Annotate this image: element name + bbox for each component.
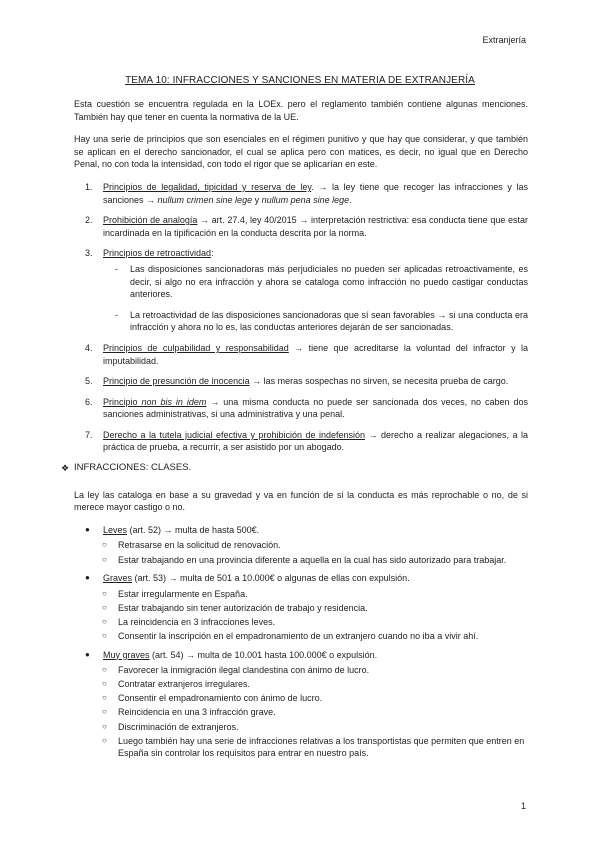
principle-name: Principios de legalidad, tipicidad y reserva de ley [103, 181, 312, 192]
example-text: Estar irregularmente en España. [118, 588, 248, 599]
hollow-circle-bullet-icon: ○ [102, 602, 107, 612]
principle-number: 2. [85, 215, 93, 226]
retroactivity-sublist [103, 263, 528, 334]
principle-name-text: Principio [103, 396, 142, 407]
principle-item-7 [74, 429, 528, 454]
infraction-level-graves [74, 572, 528, 642]
hollow-circle-bullet-icon: ○ [102, 616, 107, 626]
example-text: Estar trabajando sin tener autorización de trabajo y residencia. [118, 602, 368, 613]
hollow-circle-bullet-icon: ○ [102, 707, 107, 717]
principle-text: → art. 27.4, ley 40/2015 → interpretación restrictiva: esa conducta tiene que estar incardinada en la tipificación en la conducta descrita por la norma. [103, 215, 528, 238]
hollow-circle-bullet-icon: ○ [102, 693, 107, 703]
principle-number: 6. [85, 396, 93, 407]
principle-name: Principios de culpabilidad y responsabilidad [103, 342, 289, 353]
hollow-circle-bullet-icon: ○ [102, 679, 107, 689]
example-item [74, 735, 528, 760]
infraction-level-leves [74, 524, 528, 566]
page-number: 1 [520, 801, 526, 811]
section-heading [61, 462, 528, 475]
principle-item-5 [74, 375, 528, 388]
hollow-circle-bullet-icon: ○ [102, 554, 107, 564]
level-examples [74, 588, 528, 643]
principle-text: → una misma conducta no puede ser sancionada dos veces, no caben dos sanciones administrativas, si una administrativa y una penal. [103, 396, 528, 420]
example-item [74, 588, 528, 601]
example-item [74, 692, 528, 705]
level-line [74, 572, 528, 585]
latin-phrase: non bis in idem [141, 396, 207, 407]
sub-item-text: La retroactividad de las disposiciones sancionadoras que sí sean favorables → si una conducta era infracción y ahora no lo es, las conductas anteriores dejarán de ser sancionadas. [130, 309, 528, 333]
principle-text: . [349, 194, 352, 205]
principle-number: 5. [85, 376, 93, 387]
level-examples [74, 664, 528, 760]
example-text: Consentir la inscripción en el empadronamiento de un extranjero cuando no iba a vivir ahí. [118, 631, 479, 641]
example-item [74, 616, 528, 629]
principle-item-3 [74, 247, 528, 334]
principle-number: 7. [85, 429, 93, 440]
filled-circle-bullet-icon: ● [85, 524, 90, 534]
principle-number: 3. [85, 248, 93, 259]
level-name: Leves [103, 524, 128, 535]
example-item [74, 706, 528, 719]
principle-text: → derecho a realizar alegaciones, a la práctica de prueba, a recurrir, a ser asistido por un abogado. [103, 429, 528, 453]
principle-text: → las meras sospechas no sirven, se necesita prueba de cargo. [249, 376, 509, 387]
sub-item-text: Las disposiciones sancionadoras más perjudiciales no pueden ser aplicadas retroactivamente, es decir, si algo no era infracción y ahora se cataloga como infracción no puedo castigar conductas anteriores. [130, 263, 528, 300]
example-text: Retrasarse en la solicitud de renovación. [118, 540, 281, 551]
example-item [74, 721, 528, 734]
principle-number: 4. [85, 342, 93, 353]
section-intro: La ley las cataloga en base a su gravedad y va en función de si la conducta es más reprochable o no, de si merece mayor castigo o no. [74, 489, 528, 513]
principle-number: 1. [85, 181, 93, 192]
principle-text: : [211, 248, 214, 259]
example-item [74, 678, 528, 691]
hollow-circle-bullet-icon: ○ [102, 735, 107, 745]
latin-phrase: nullum pena sine lege [261, 194, 350, 205]
example-item [74, 554, 528, 567]
level-detail: (art. 54) → multa de 10.001 hasta 100.000€ o expulsión. [149, 649, 378, 660]
example-text: Estar trabajando en una provincia diferente a aquella en la cual has sido autorizado para trabajar. [118, 554, 507, 565]
document-title: TEMA 10: INFRACCIONES Y SANCIONES EN MATERIA DE EXTRANJERÍA [125, 75, 475, 86]
example-item [74, 630, 528, 643]
level-detail: (art. 52) → multa de hasta 500€. [127, 524, 260, 535]
level-line [74, 649, 528, 662]
hollow-circle-bullet-icon: ○ [102, 540, 107, 550]
example-text: Favorecer la inmigración ilegal clandestina con ánimo de lucro. [118, 665, 370, 676]
dash-bullet: - [115, 263, 118, 274]
example-text: Consentir el empadronamiento con ánimo de lucro. [118, 693, 323, 704]
running-header: Extranjería [482, 35, 526, 45]
section-heading-text: INFRACCIONES: CLASES. [74, 462, 192, 474]
sub-item [103, 263, 528, 301]
principle-name [103, 397, 206, 407]
diamond-bullet-icon: ❖ [61, 463, 70, 474]
principle-name: Principios de retroactividad [103, 248, 212, 259]
example-item [74, 602, 528, 615]
principle-text: → tiene que acreditarse la voluntad del infractor y la imputabilidad. [103, 342, 528, 366]
example-text: La reincidencia en 3 infracciones leves. [118, 616, 276, 627]
principle-item-4 [74, 342, 528, 367]
principle-name: Prohibición de analogía [103, 215, 198, 226]
filled-circle-bullet-icon: ● [85, 573, 90, 583]
example-item [74, 539, 528, 552]
hollow-circle-bullet-icon: ○ [102, 721, 107, 731]
level-name: Muy graves [103, 649, 150, 660]
example-text: Reincidencia en una 3 infracción grave. [118, 707, 276, 718]
hollow-circle-bullet-icon: ○ [102, 665, 107, 675]
hollow-circle-bullet-icon: ○ [102, 631, 107, 640]
example-text: Discriminación de extranjeros. [118, 721, 239, 732]
level-name: Graves [103, 573, 133, 584]
level-examples [74, 539, 528, 566]
intro-paragraph-2: Hay una serie de principios que son esenciales en el régimen punitivo y que hay que considerar, y que también se aplican en el derecho sancionador, el cual se aplica pero con matices, es decir, no igual que en Derecho Penal, no con toda la intensidad, con todo el rigor que se aplicarían en este. [74, 134, 528, 170]
principle-item-1 [74, 181, 528, 206]
sub-item [103, 309, 528, 334]
principle-text: y [252, 194, 262, 205]
hollow-circle-bullet-icon: ○ [102, 588, 107, 598]
principle-item-6 [74, 396, 528, 421]
principle-text: . → la ley tiene que recoger las infracciones y las sanciones → [103, 181, 528, 205]
example-text: Contratar extranjeros irregulares. [118, 679, 251, 690]
level-detail: (art. 53) → multa de 501 a 10.000€ o algunas de ellas con expulsión. [132, 573, 410, 584]
principle-name: Derecho a la tutela judicial efectiva y prohibición de indefensión [103, 429, 366, 440]
principle-item-2 [74, 214, 528, 239]
principle-name: Principio de presunción de inocencia [103, 376, 250, 387]
dash-bullet: - [115, 309, 118, 320]
example-item [74, 664, 528, 677]
intro-paragraph-1: Esta cuestión se encuentra regulada en la LOEx. pero el reglamento también contiene algunas menciones. También hay que tener en cuenta la normativa de la UE. [74, 99, 528, 122]
example-text: Luego también hay una serie de infracciones relativas a los transportistas que permiten que entren en España sin controlar los requisitos para entrar en nuestro país. [118, 735, 525, 759]
latin-phrase: nullum crimen sine lege [157, 194, 253, 205]
filled-circle-bullet-icon: ● [85, 649, 90, 659]
level-line [74, 524, 528, 537]
document-body [61, 98, 528, 766]
principles-list [74, 181, 528, 454]
infraction-level-muy-graves [74, 649, 528, 760]
